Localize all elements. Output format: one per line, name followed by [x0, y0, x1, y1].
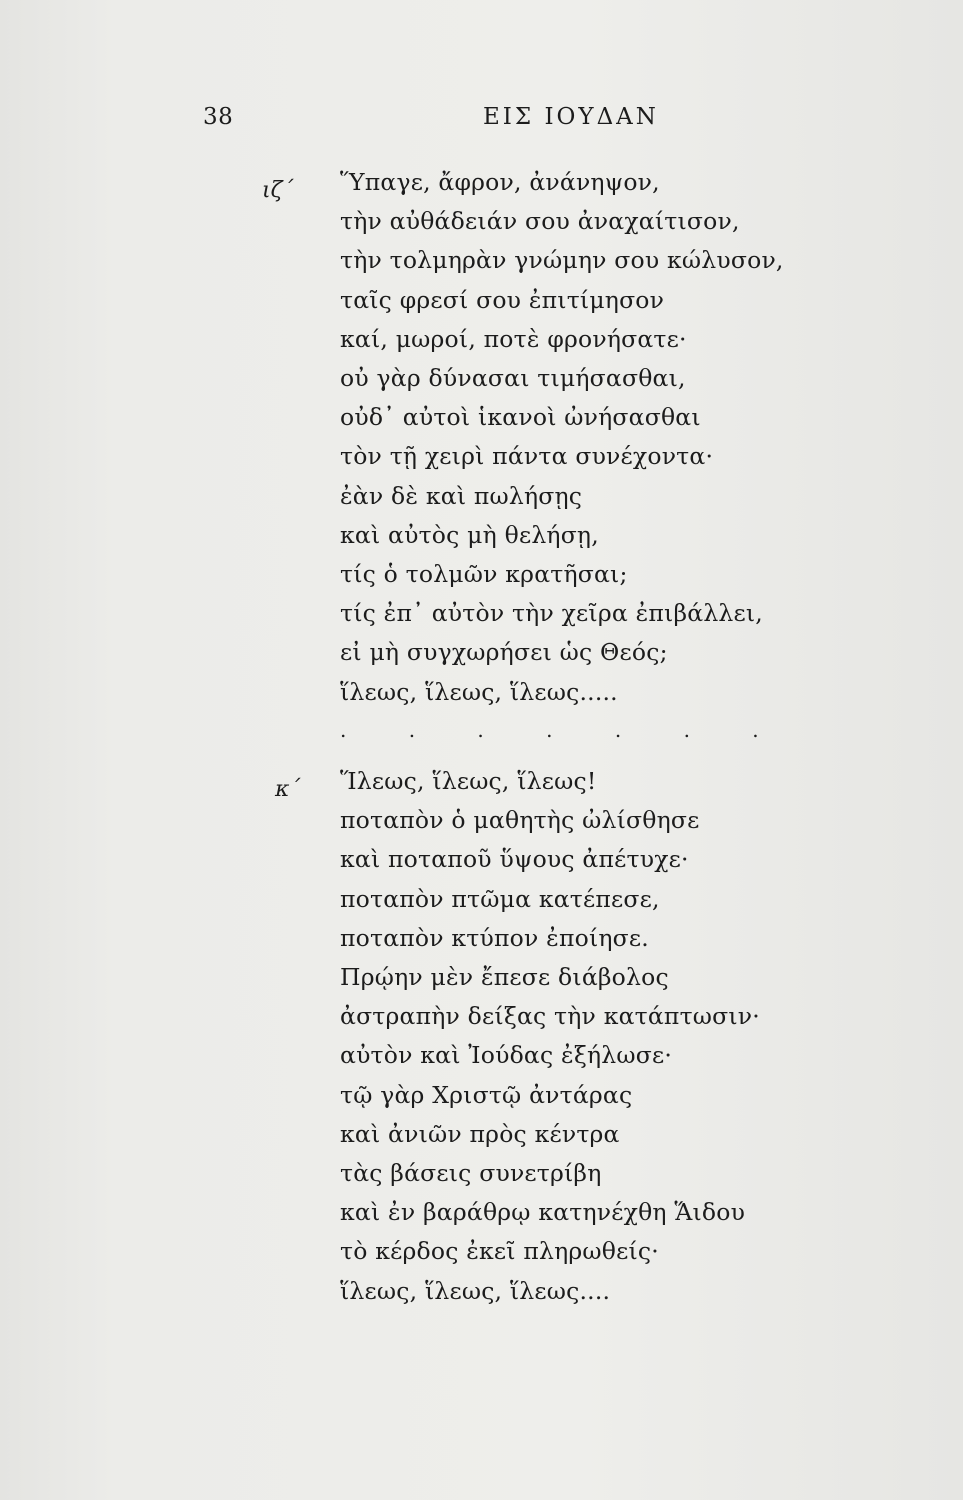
verse-line: τίς ὁ τολμῶν κρατῆσαι; [340, 560, 628, 589]
verse-line: καί, μωροί, ποτὲ φρονήσατε· [340, 324, 687, 353]
verse-line: ἀστραπὴν δείξας τὴν κατάπτωσιν· [340, 1002, 760, 1031]
verse-line: ἵλεως, ἵλεως, ἵλεως.... [340, 1276, 611, 1305]
verse-line: ἐὰν δὲ καὶ πωλήσῃς [340, 481, 583, 510]
stanza-label: ιζ΄ [262, 178, 294, 203]
verse-line: Ὕπαγε, ἄφρον, ἀνάνηψον, [340, 168, 660, 196]
verse-line: ποταπὸν κτύπον ἐποίησε. [340, 923, 649, 952]
verse-line: καὶ ἐν βαράθρῳ κατηνέχθη Ἅιδου [340, 1198, 746, 1227]
verse-line: τίς ἐπ᾽ αὐτὸν τὴν χεῖρα ἐπιβάλλει, [340, 599, 763, 628]
ellipsis-row: . . . . . . . [340, 718, 787, 742]
verse-line: τὰς βάσεις συνετρίβη [340, 1159, 602, 1188]
running-head: ΕΙΣ ΙΟΥΔΑΝ [483, 104, 659, 130]
verse-line: καὶ ἀνιῶν πρὸς κέντρα [340, 1119, 620, 1148]
verse-line: καὶ αὐτὸς μὴ θελήσῃ, [340, 520, 599, 549]
verse-line: Πρῴην μὲν ἔπεσε διάβολος [340, 963, 669, 992]
verse-line: τῷ γὰρ Χριστῷ ἀντάρας [340, 1080, 633, 1109]
verse-line: εἰ μὴ συγχωρήσει ὡς Θεός; [340, 638, 668, 667]
verse-line: ἵλεως, ἵλεως, ἵλεως..... [340, 677, 618, 706]
verse-line: τὴν τολμηρὰν γνώμην σου κώλυσον, [340, 246, 784, 275]
verse-line: καὶ ποταποῦ ὕψους ἀπέτυχε· [340, 845, 689, 874]
verse-line: τὴν αὐθάδειάν σου ἀναχαίτισον, [340, 207, 740, 236]
verse-line: τὸν τῇ χειρὶ πάντα συνέχοντα· [340, 442, 714, 471]
page-number: 38 [203, 104, 234, 130]
verse-line: οὐδ᾽ αὐτοὶ ἱκανοὶ ὠνήσασθαι [340, 403, 701, 432]
stanza [340, 762, 760, 1311]
verse-line: ταῖς φρεσί σου ἐπιτίμησον [340, 285, 665, 314]
stanza-label: κ΄ [275, 777, 301, 802]
verse-line: ποταπὸν ὁ μαθητὴς ὠλίσθησε [340, 806, 700, 835]
stanza [340, 163, 784, 712]
verse-line: Ἵλεως, ἵλεως, ἵλεως! [340, 767, 597, 795]
verse-line: ποταπὸν πτῶμα κατέπεσε, [340, 884, 660, 913]
verse-line: οὐ γὰρ δύνασαι τιμήσασθαι, [340, 364, 686, 393]
verse-line: αὐτὸν καὶ Ἰούδας ἐξήλωσε· [340, 1041, 673, 1070]
verse-line: τὸ κέρδος ἐκεῖ πληρωθείς· [340, 1237, 659, 1266]
